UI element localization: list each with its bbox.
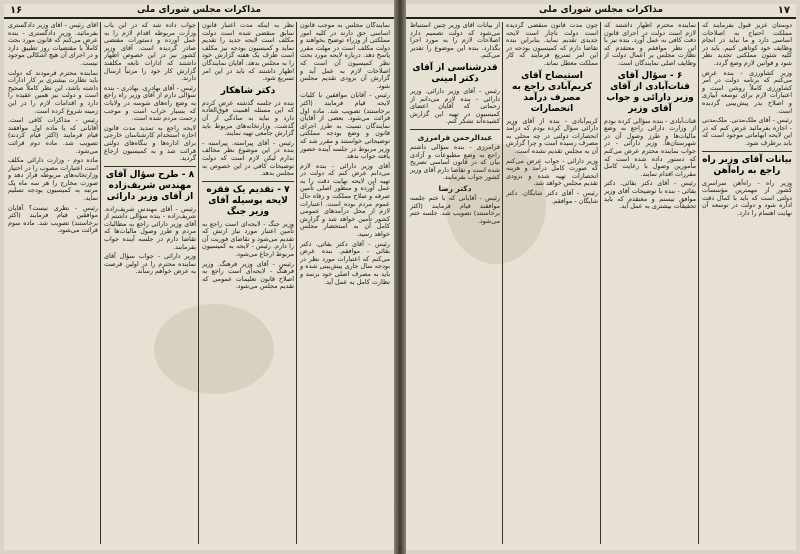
left-column-1 [300,22,390,546]
section-heading: دکتر شاهکار [220,85,276,96]
article-paragraph: آقای رئیس - آقای وزیر دادگستری بفرمائید. وزیر دادگستری - بنده عرض می‌کنم که قانون مورد بحث کاملاً با مقتضیات روز تطبیق دارد و در اجرای آن هیچ اشکالی موجود نیست. [8,22,98,67]
article-paragraph: وزیر کشاورزی - بنده عرض می‌کنم که برنامه دولت در امر کشاورزی کاملاً روشن است و اعتبارات لازم برای توسعه آبیاری و اصلاح بذر پیش‌بینی گردیده است. [702,68,792,115]
article-paragraph: وزیر دارائی - جواب سؤال آقای نماینده محترم را در اولین فرصت به عرض خواهم رساند. [104,252,196,276]
article-paragraph: نمایندگان مجلس به موجب قانون اساسی حق دارند در کلیه امور مملکتی از وزراء توضیح بخواهند و دولت مکلف است در مهلت مقرر پاسخ دهد. درباره لایحه مورد بحث نظر کمیسیون آن است که اصلاحات لازم به عمل آید و گزارش آن بزودی تقدیم مجلس شود. [300,22,390,90]
column-rule [198,22,199,544]
column-rule [600,22,601,544]
left-column-2 [202,22,294,546]
article-paragraph: بنده در جلسه گذشته عرض کردم که این مسئله اهمیت فوق‌العاده دارد و نباید به سادگی از آن گذشت. وزارتخانه‌های مربوط باید گزارش جامعی تهیه نمایند. [202,98,294,138]
article-paragraph: آقای وزیر دارائی - بنده لازم می‌دانم عرض کنم که دولت در تهیه این لایحه نهایت دقت را به عمل آورده و منظور اصلی تأمین صرفه و صلاح مملکت و رفاه حال عموم مردم بوده است. اعتبارات لازم از محل درآمدهای عمومی کشور تأمین خواهد شد و گزارش کامل آن به استحضار مجلس خواهد رسید. [300,161,390,239]
left-running-head [4,4,394,19]
article-paragraph: فرامرزی - بنده سؤالی داشتم راجع به وضع مطبوعات و آزادی بیان که در قانون اساسی تصریح شده است و تقاضا دارم آقای وزیر کشور جواب بفرمایند. [410,142,500,182]
left-page-number: ۱۶ [10,5,23,16]
column-rule [698,22,699,544]
left-column-3 [104,22,196,546]
column-rule [296,22,297,544]
article-paragraph: ماده دوم - وزارت دارائی مکلف است اعتبارات مصوب را در اختیار وزارتخانه‌های مربوطه قرار دهد و صورت مخارج را هر سه ماه یک مرتبه به کمیسیون بودجه تسلیم نماید. [8,156,98,203]
article-paragraph: وزیر راه - راه‌آهن سراسری کشور از مهمترین مؤسسات دولتی است که باید با کمال دقت اداره شود و دولت در توسعه آن نهایت اهتمام را دارد. [702,178,792,217]
right-column-1 [702,22,792,546]
article-paragraph: جواب داده شد که در این باب وزارت مربوطه اقدام لازم را به عمل آورده و دستورات مقتضی صادر گردیده است. آقای وزیر کشور نیز در این خصوص اظهار داشتند که ادارات تابعه مکلفند گزارش کار خود را مرتباً ارسال دارند. [104,22,196,83]
right-running-title: مذاکرات مجلس شورای ملی [538,5,664,15]
article-paragraph: وزیر جنگ - لایحه‌ای است راجع به تأمین اعتبار مورد نیاز ارتش که تقدیم می‌شود و تقاضای فوریت آن را دارم. رئیس - لایحه به کمیسیون مربوط ارجاع می‌شود. [202,219,294,259]
article-paragraph: رئیس - نظری نیست؟ آقایان موافقین قیام فرمایند (اکثر برخاستند) تصویب شد. ماده سوم قرائت می‌شود. [8,203,98,235]
article-paragraph: وزیر دارائی - جواب عرض می‌کنم که صورت کامل درآمد و هزینه انحصارات تهیه شده و بزودی تقدیم مجلس خواهد شد. [506,156,598,188]
right-running-head [406,4,796,19]
left-column-4 [8,22,98,546]
article-paragraph: رئیس - آقای بهادری. بهادری - بنده سؤالی دارم از آقای وزیر راه راجع به وضع راه‌های شوسه در ولایات که بسیار خراب است و موجب زحمت مردم شده است. [104,83,196,123]
article-paragraph: رئیس - مذاکرات کافی است. آقایانی که با ماده اول موافقند قیام فرمایند (اکثر قیام کردند) تصویب شد. ماده دوم قرائت می‌شود. [8,116,98,155]
article-paragraph: قنات‌آبادی - بنده سؤالی کرده بودم از وزارت دارائی راجع به وضع مالیات‌ها و طرز وصول آن در شهرستان‌ها. وزیر دارائی - در جواب نماینده محترم عرض می‌کنم که دستور داده شده است که مأمورین وصول با رعایت کامل مقررات اقدام نمایند. [604,116,696,178]
article-paragraph: رئیس - آقایان موافقین با کلیات لایحه قیام فرمایند (اکثر برخاستند) تصویب شد. ماده اول قرائت می‌شود. بعضی از آقایان نمایندگان نسبت به طرز اجرای قانون و وضع بودجه مملکتی توضیحاتی خواستند و مقرر شد که وزیر مربوط در جلسه آینده حضور یافته جواب بدهد. [300,91,390,161]
article-paragraph: رئیس - آقای دکتر بقائی. دکتر بقائی - بنده با توضیحات آقای وزیر موافق نیستم و معتقدم که باید تحقیقات بیشتری به عمل آید. [604,179,696,211]
right-page-number: ۱۷ [777,5,790,16]
article-paragraph: رئیس - آقای وزیر دارائی. وزیر دارائی - بنده لازم می‌دانم از زحماتی که آقایان اعضای کمیسیون در تهیه این گزارش کشیده‌اند تشکر کنم. [410,86,500,126]
article-paragraph: رئیس - آقای دکتر بقائی. دکتر بقائی - موافقم. بنده عرض می‌کنم که اعتبارات مورد نظر در بودجه سال جاری پیش‌بینی شده و باید به مصرف اصلی خود برسد و نظارت کامل به عمل آید. [300,239,390,286]
section-heading: استیضاح آقای کریم‌آبادی راجع به مصرف درآمد انحصارات [512,70,592,114]
article-paragraph: چون مدت قانون منقضی گردیده است دولت ناچار است لایحه جدیدی تقدیم نماید. بنابراین بنده تقاضا دارم که کمیسیون بودجه در این امر تسریع فرمایند که کار مملکت معطل نماند. [506,22,598,67]
article-paragraph: رئیس - آقای پیراسته. پیراسته - بنده در این موضوع نظر مخالف ندارم لیکن لازم است که دولت توضیحات کافی در این خصوص به مجلس بدهد. [202,138,294,178]
article-paragraph: رئیس - آقای مهندس شریف‌زاده. شریف‌زاده - بنده سؤالی داشتم از آقای وزیر دارائی راجع به مطالبات مردم و طرز وصول مالیات‌ها که تقاضا دارم در جلسه آینده جواب بفرمایند. [104,204,196,251]
article-paragraph: نظر به اینکه مدت اعتبار قانون سابق منقضی شده است دولت مکلف است لایحه جدید را تقدیم نماید و کمیسیون بودجه نیز مکلف است ظرف یک هفته گزارش خود را به مجلس بدهد. آقایان نمایندگان اظهار داشتند که باید در این امر تسریع شود. [202,22,294,83]
paper-stain [446,144,546,264]
section-heading: ۸ - طرح سؤال آقای مهندس شریف‌زاده از آقای وزیر دارائی [105,169,195,202]
section-divider [410,129,500,130]
left-running-title: مذاکرات مجلس شورای ملی [136,5,262,15]
section-divider [104,166,196,167]
article-paragraph: نماینده محترم اظهار داشتند که لازم است دولت در اجرای قانون دقت کافی به عمل آورد. بنده نیز با این نظر موافقم و معتقدم که نظارت مجلس بر اعمال دولت از وظایف اصلی نمایندگان است. [604,22,696,67]
article-paragraph: رئیس - آقای ملک‌مدنی. ملک‌مدنی - اجازه بفرمائید عرض کنم که در این لایحه ابهاماتی موجود است که باید برطرف شود. [702,116,792,147]
article-paragraph: دوستان عزیز قبول بفرمایند که مملکت احتیاج به اصلاحات اساسی دارد و ما نباید در انجام وظایف خود کوتاهی کنیم. باید در کلیه شئون مملکتی تجدید نظر شود و قوانین لازم وضع گردد. [702,22,792,67]
right-column-3 [506,22,598,546]
article-paragraph: کریم‌آبادی - بنده از آقای وزیر دارائی سؤال کرده بودم که درآمد انحصارات دولتی در چه محلی به مصرف رسیده است و چرا گزارش آن به مجلس تقدیم نشده است. [506,116,598,155]
section-heading: ۶ - سؤال آقای قنات‌آبادی از آقای وزیر دارائی و جواب آقای وزیر [606,70,694,114]
right-column-4 [410,22,500,546]
section-heading: ۷ - تقدیم یک فقره لایحه بوسیله آقای وزیر جنگ [206,184,290,217]
article-paragraph: از بیانات آقای وزیر چنین استنباط می‌شود که دولت تصمیم دارد اصلاحات لازم را به مورد اجرا بگذارد. بنده این موضوع را تقدیر می‌کنم. [410,22,500,60]
section-divider [202,181,294,182]
speaker-heading: دکتر رضا [438,183,472,193]
section-heading: بیانات آقای وزیر راه راجع به راه‌آهن [702,154,792,176]
speaker-heading: عبدالرحمن فرامرزی [417,132,493,142]
article-paragraph: رئیس - آقای وزیر فرهنگ. وزیر فرهنگ - لایحه‌ای است راجع به اصلاح قانون تعلیمات عمومی که تقدیم مجلس می‌شود. [202,259,294,291]
article-paragraph: رئیس - آقای دکتر شایگان. دکتر شایگان - موافقم. [506,188,598,205]
column-rule [502,22,503,544]
section-heading: قدرشناسی از آقای دکتر امینی [412,62,498,84]
article-paragraph: نماینده محترم فرمودند که دولت باید نظارت بیشتری بر کار ادارات داشته باشد، این نظر کاملاً صحیح است و دولت نیز همین عقیده را دارد و اقدامات لازم را در این زمینه شروع کرده است. [8,68,98,115]
right-page [406,4,796,550]
column-rule [100,22,101,544]
right-column-2 [604,22,696,546]
binding-gutter [394,0,406,554]
paper-stain [154,304,274,394]
article-paragraph: رئیس - آقایانی که با ختم جلسه موافقند قیام فرمایند (اکثر برخاستند) تصویب شد. جلسه ختم می‌شود. [410,193,500,225]
article-paragraph: لایحه راجع به تمدید مدت قانون اجازه استخدام کارشناسان خارجی برای اداره‌ها و بنگاه‌های دولتی قرائت شد و به کمیسیون ارجاع گردید. [104,123,196,163]
left-page [4,4,394,550]
section-divider [702,151,792,152]
